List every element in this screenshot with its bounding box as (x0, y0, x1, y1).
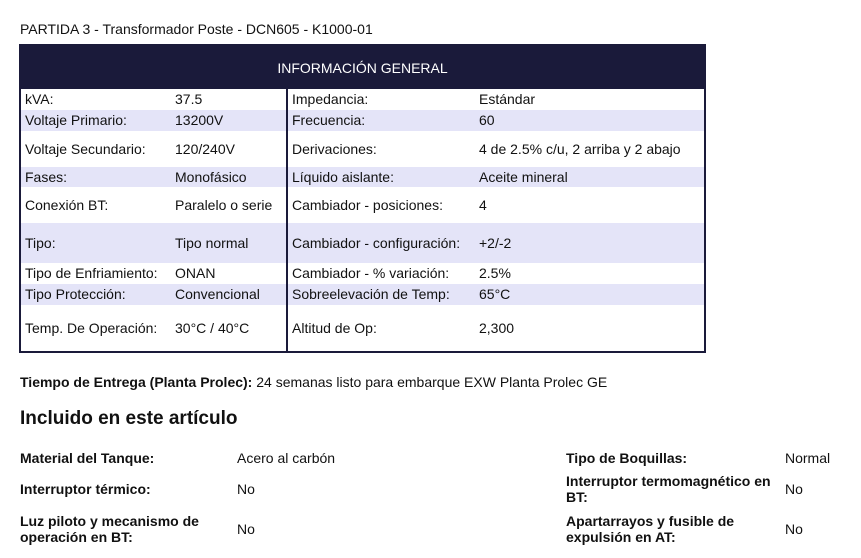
row-label: Cambiador - configuración: (292, 234, 461, 251)
row-value: 120/240V (175, 140, 235, 157)
general-info-heading: INFORMACIÓN GENERAL (21, 46, 704, 89)
row-value: Aceite mineral (479, 168, 568, 185)
row-label: Tipo de Enfriamiento: (25, 265, 158, 281)
row-value: 2.5% (479, 265, 511, 281)
table-row (21, 167, 704, 187)
item-label: Apartarrayos y fusible de expulsión en AT: (566, 513, 735, 545)
item-value: Normal (785, 450, 831, 466)
row-value: 60 (479, 112, 495, 128)
item-label: Material del Tanque: (20, 450, 155, 466)
row-value: Tipo normal (175, 234, 249, 251)
item-label: Interruptor termomagnético en BT: (566, 473, 771, 505)
row-label: Cambiador - % variación: (292, 265, 450, 281)
general-info-table (19, 44, 706, 353)
item-value: No (785, 481, 803, 497)
row-label: Voltaje Secundario: (25, 140, 146, 157)
row-label: Altitud de Op: (292, 319, 377, 336)
table-row (21, 223, 704, 263)
row-label: Impedancia: (292, 91, 369, 107)
table-row (21, 110, 704, 131)
row-value: ONAN (175, 265, 216, 281)
row-label: Fases: (25, 168, 68, 185)
row-value: 13200V (175, 112, 224, 128)
row-value: Convencional (175, 286, 260, 302)
table-row (21, 187, 704, 223)
table-row (21, 263, 704, 284)
row-label: Frecuencia: (292, 112, 366, 128)
row-label: Conexión BT: (25, 196, 109, 213)
item-value: No (237, 521, 255, 537)
row-value: 37.5 (175, 91, 203, 107)
row-label: Tipo: (25, 234, 56, 251)
row-value: 4 de 2.5% c/u, 2 arriba y 2 abajo (479, 140, 681, 157)
row-label: Tipo Protección: (25, 286, 126, 302)
row-label: kVA: (25, 91, 54, 107)
row-value: 4 (479, 196, 487, 213)
item-label: Tipo de Boquillas: (566, 450, 688, 466)
row-label: Voltaje Primario: (25, 112, 127, 128)
row-value: 65°C (479, 286, 511, 302)
row-label: Sobreelevación de Temp: (292, 286, 450, 302)
row-label: Temp. De Operación: (25, 319, 158, 336)
item-label: Luz piloto y mecanismo de operación en BT: (20, 513, 199, 545)
row-value: Estándar (479, 91, 536, 107)
row-value: Monofásico (175, 168, 247, 185)
item-value: No (785, 521, 803, 537)
table-row (21, 305, 704, 351)
delivery-time (20, 374, 607, 390)
item-label: Interruptor térmico: (20, 481, 151, 497)
row-value: Paralelo o serie (175, 196, 273, 213)
item-value: No (237, 481, 255, 497)
column-divider (286, 89, 288, 351)
page-title: PARTIDA 3 - Transformador Poste - DCN605 - K1000-01 (20, 21, 373, 37)
row-value: +2/-2 (479, 234, 512, 251)
delivery-value: 24 semanas listo para embarque EXW Planta Prolec GE (252, 374, 608, 390)
row-value: 30°C / 40°C (175, 319, 250, 336)
row-label: Derivaciones: (292, 140, 377, 157)
delivery-label: Tiempo de Entrega (Planta Prolec): (20, 374, 253, 390)
table-row (21, 89, 704, 110)
row-value: 2,300 (479, 319, 515, 336)
included-heading: Incluido en este artículo (20, 408, 238, 429)
row-label: Líquido aislante: (292, 168, 394, 185)
row-label: Cambiador - posiciones: (292, 196, 443, 213)
table-row (21, 284, 704, 305)
table-row (21, 131, 704, 167)
item-value: Acero al carbón (237, 450, 336, 466)
